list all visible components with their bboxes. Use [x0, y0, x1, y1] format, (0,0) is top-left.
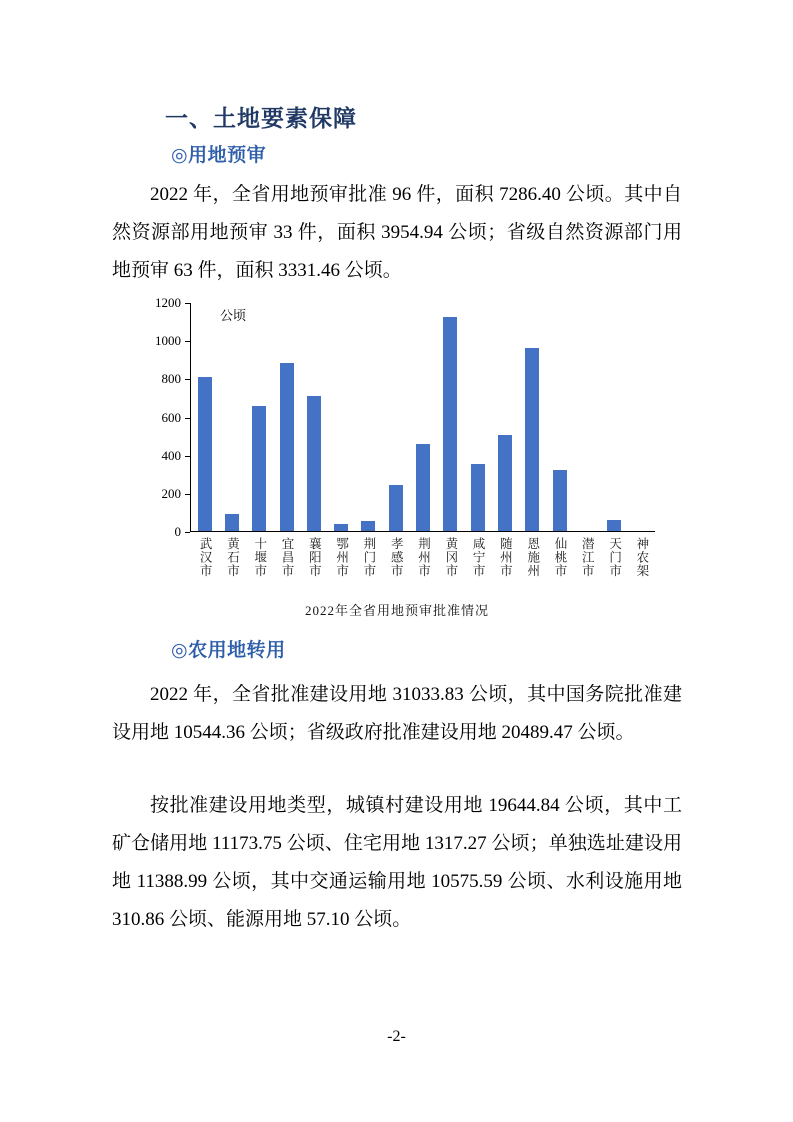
x-axis-label: 十堰市: [252, 537, 267, 578]
chart-bar: [525, 348, 539, 530]
chart-bar: [443, 317, 457, 531]
x-axis-label: 鄂州市: [334, 537, 349, 578]
x-axis-labels: [191, 537, 655, 578]
x-axis-label: 神农架: [634, 537, 649, 578]
chart-bar-slot: [191, 303, 218, 531]
x-axis-label-slot: [546, 537, 573, 578]
chart-bar-slot: [218, 303, 245, 531]
x-axis-label: 咸宁市: [471, 537, 486, 578]
chart-bar-slot: [437, 303, 464, 531]
x-axis-label-slot: [437, 537, 464, 578]
x-axis-label-slot: [300, 537, 327, 578]
y-axis-tick: [185, 456, 190, 457]
y-axis-tick: [185, 418, 190, 419]
x-axis-label: 仙桃市: [553, 537, 567, 578]
y-axis-tick-label: 600: [161, 409, 181, 425]
page-title: 一、土地要素保障: [165, 105, 357, 131]
chart-bar: [225, 514, 239, 531]
chart-bar-slot: [491, 303, 518, 531]
x-axis-label: 黄石市: [225, 537, 240, 578]
chart-bar-slot: [382, 303, 409, 531]
chart-bar-slot: [355, 303, 382, 531]
subheading-land-preapproval: ◎用地预审: [171, 145, 267, 166]
x-axis-label-slot: [519, 537, 546, 578]
chart-bar: [334, 524, 348, 531]
x-axis-label-slot: [491, 537, 518, 578]
chart-bar-slot: [409, 303, 436, 531]
y-axis-tick: [185, 379, 190, 380]
chart-bar-slot: [573, 303, 600, 531]
x-axis-label: 宜昌市: [280, 537, 295, 578]
x-axis-label: 天门市: [607, 537, 622, 578]
chart-bar: [198, 377, 212, 531]
x-axis-label: 武汉市: [198, 537, 213, 578]
x-axis-label: 襄阳市: [307, 537, 322, 578]
x-axis-label-slot: [246, 537, 273, 578]
x-axis-label-slot: [355, 537, 382, 578]
x-axis-label-slot: [464, 537, 491, 578]
chart-bar: [361, 521, 375, 531]
y-axis-tick: [185, 303, 190, 304]
chart-bar: [553, 470, 567, 531]
x-axis-label: 荆州市: [416, 537, 431, 578]
chart-land-preapproval: [112, 295, 682, 630]
y-axis-tick-label: 800: [161, 371, 181, 387]
chart-caption: 2022年全省用地预审批准情况: [304, 603, 489, 618]
x-axis-label-slot: [628, 537, 655, 578]
chart-bar: [498, 435, 512, 531]
x-axis-label-slot: [600, 537, 627, 578]
y-axis-tick: [185, 494, 190, 495]
paragraph-farmland-conversion-2: 按批准建设用地类型，城镇村建设用地 19644.84 公顷，其中工矿仓储用地 11173.75 公顷、住宅用地 1317.27 公顷；单独选址建设用地 11388.99 公顷，其中交通运输用地 10575.59 公顷、水利设施用地 310.86 公顷、能源用地 57.10 公顷。: [112, 795, 682, 930]
chart-bar-slot: [246, 303, 273, 531]
x-axis-label: 恩施州: [525, 537, 540, 578]
chart-bar-slot: [327, 303, 354, 531]
x-axis-label: 荆门市: [361, 537, 376, 578]
x-axis-label-slot: [218, 537, 245, 578]
x-axis-label-slot: [573, 537, 600, 578]
chart-bar-slot: [273, 303, 300, 531]
chart-bar: [471, 464, 485, 530]
y-axis-tick-label: 200: [161, 485, 181, 501]
chart-bar-slot: [546, 303, 573, 531]
y-axis-tick-label: 1200: [155, 295, 181, 310]
y-axis-tick-label: 0: [174, 524, 181, 539]
chart-unit-label: 公顷: [220, 308, 247, 323]
chart-bar: [389, 485, 403, 530]
x-axis-label: 潜江市: [580, 537, 595, 578]
x-axis-label: 孝感市: [389, 537, 404, 578]
chart-bar: [280, 363, 294, 531]
x-axis-label: 随州市: [498, 537, 513, 578]
y-axis-tick: [185, 532, 190, 533]
y-axis-tick-label: 400: [161, 447, 181, 463]
chart-bar-slot: [628, 303, 655, 531]
x-axis-label-slot: [409, 537, 436, 578]
chart-bar-slot: [519, 303, 546, 531]
chart-bar-slot: [600, 303, 627, 531]
chart-bars: [191, 303, 655, 531]
chart-bar: [307, 396, 321, 531]
chart-bar-slot: [300, 303, 327, 531]
x-axis-label-slot: [273, 537, 300, 578]
x-axis-label-slot: [327, 537, 354, 578]
y-axis-tick: [185, 341, 190, 342]
paragraph-land-preapproval: 2022 年，全省用地预审批准 96 件，面积 7286.40 公顷。其中自然资源部用地预审 33 件，面积 3954.94 公顷；省级自然资源部门用地预审 63 件，面积 3331.46 公顷。: [112, 184, 682, 281]
x-axis-line: [190, 531, 655, 532]
chart-bar-slot: [464, 303, 491, 531]
paragraph-farmland-conversion-1: 2022 年，全省批准建设用地 31033.83 公顷，其中国务院批准建设用地 10544.36 公顷；省级政府批准建设用地 20489.47 公顷。: [112, 684, 682, 743]
chart-bar: [416, 444, 430, 530]
x-axis-label-slot: [382, 537, 409, 578]
chart-plot-area: [155, 295, 655, 539]
y-axis-tick-label: 1000: [155, 333, 181, 349]
chart-bar: [252, 406, 266, 531]
page-number: -2-: [387, 1028, 406, 1045]
subheading-farmland-conversion: ◎农用地转用: [171, 640, 286, 661]
chart-bar: [607, 520, 621, 531]
x-axis-label-slot: [191, 537, 218, 578]
x-axis-label: 黄冈市: [443, 537, 458, 578]
